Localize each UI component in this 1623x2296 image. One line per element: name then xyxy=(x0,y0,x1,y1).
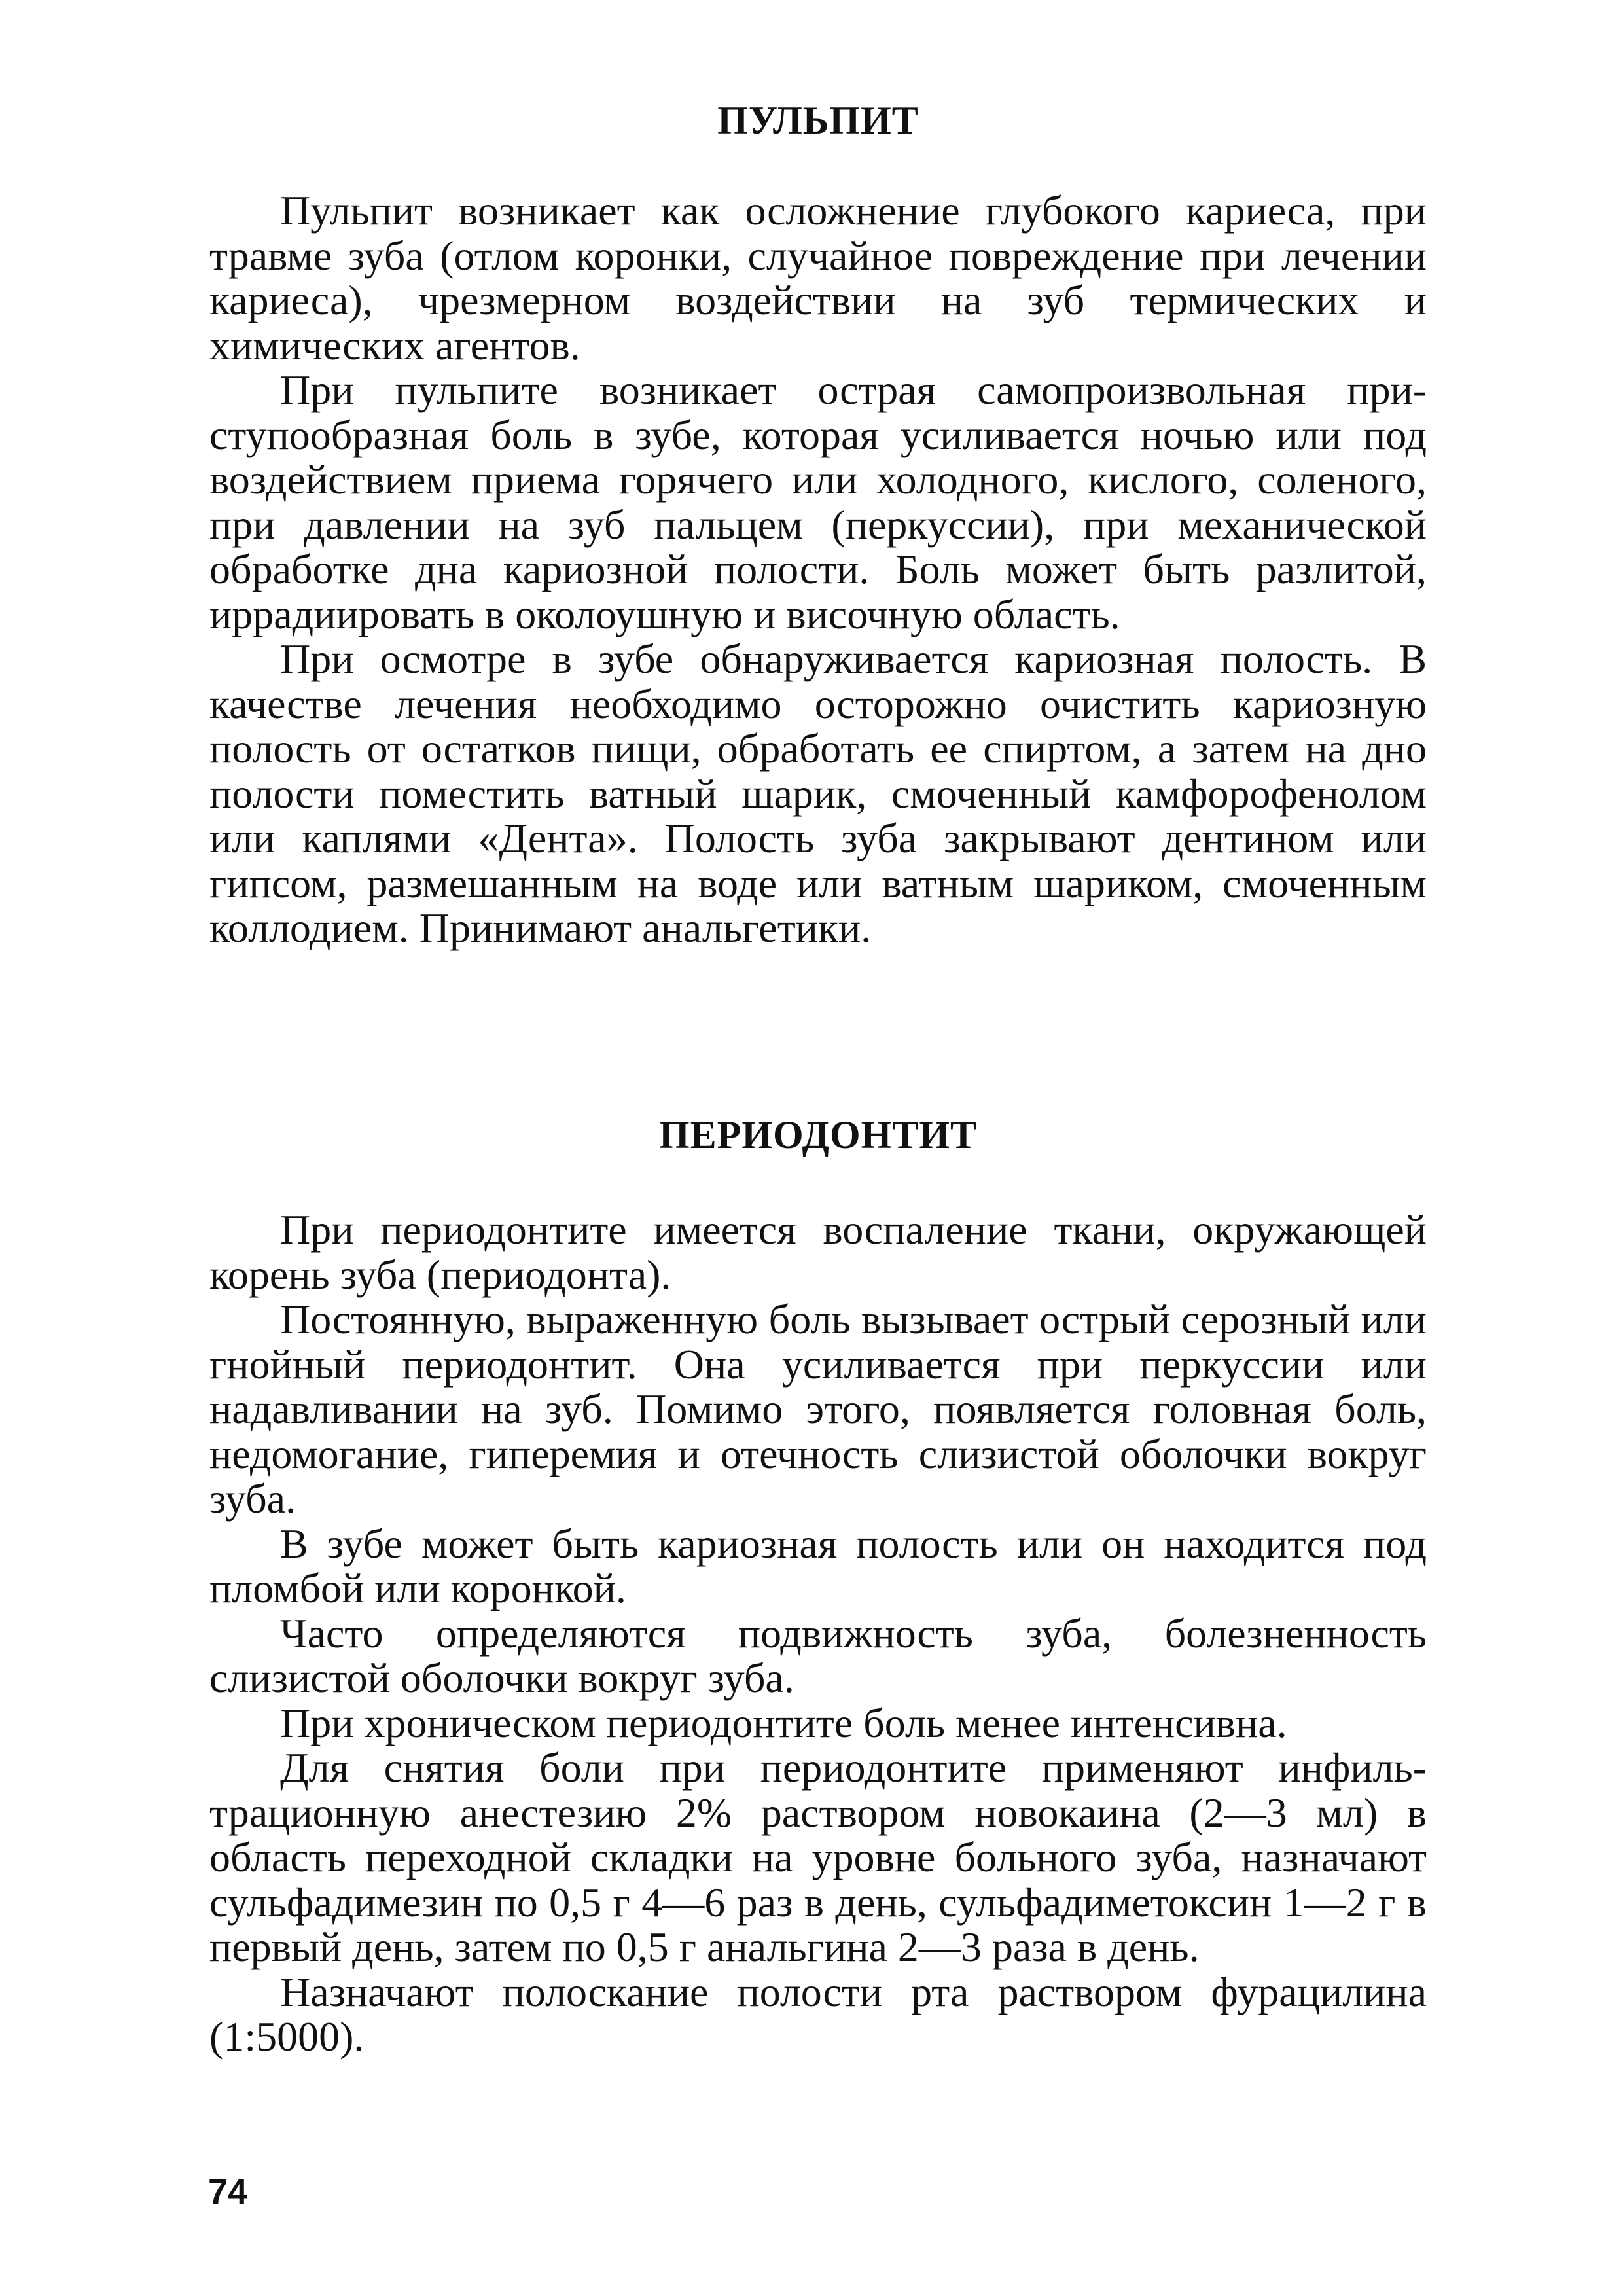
paragraph: Постоянную, выраженную боль вызывает острый серозный или гнойный периодонтит. Она усиливается при перкуссии или надавливании на зуб. Помимо этого, появляется головная боль, недомогание, гиперемия и отечность слизистой оболочки вокруг зуба. xyxy=(209,1296,1427,1522)
section-title-pulpitis: ПУЛЬПИТ xyxy=(717,99,919,142)
section-periodontitis xyxy=(209,1208,1427,2060)
page-number: 74 xyxy=(208,2172,248,2212)
paragraph: При осмотре в зубе обнаруживается кариозная полость. В качестве лечения необходимо осторожно очистить кариозную полость от остатков пищи, обработать ее спиртом, а затем на дно полости поместить ватный шарик, смоченный камфорофенолом или каплями «Дента». Полость зуба закрывают дентином или гипсом, размешанным на воде или ватным шариком, смоченным коллодием. Принимают анальгетики. xyxy=(209,636,1427,951)
paragraph: Часто определяются подвижность зуба, болезненность слизистой оболочки вокруг зуба. xyxy=(209,1609,1427,1701)
section-title-periodontitis: ПЕРИОДОНТИТ xyxy=(658,1113,978,1157)
paragraph: Для снятия боли при периодонтите применяют инфильтрационную анестезию 2% раствором новокаина (2—3 мл) в область переходной складки на уровне больного зуба, назначают сульфадимезин по 0,5 г 4—6 раз в день, сульфадиметоксин 1—2 г в первый день, затем по 0,5 г анальгина 2—3 раза в день. xyxy=(209,1744,1427,1970)
section-pulpitis xyxy=(209,188,1427,951)
paragraph: Пульпит возникает как осложнение глубокого кариеса, при травме зуба (отлом коронки, случайное повреждение при лечении кариеса), чрезмерном воздействии на зуб термических и химических агентов. xyxy=(209,187,1427,368)
paragraph: При хроническом периодонтите боль менее интенсивна. xyxy=(280,1699,1287,1746)
paragraph: При периодонтите имеется воспаление ткани, окружающей корень зуба (периодонта). xyxy=(209,1206,1427,1298)
paragraph: Назначают полоскание полости рта раствором фурацилина (1:5000). xyxy=(209,1968,1427,2060)
paragraph: В зубе может быть кариозная полость или он находится под пломбой или коронкой. xyxy=(209,1520,1427,1611)
paragraph: При пульпите возникает острая самопроизвольная приступообразная боль в зубе, которая усиливается ночью или под воздействием приема горячего или холодного, кислого, соленого, при давлении на зуб пальцем (перкуссии), при механической обработке дна кариозной полости. Боль может быть разлитой, иррадиировать в околоушную и височную область. xyxy=(209,367,1427,637)
